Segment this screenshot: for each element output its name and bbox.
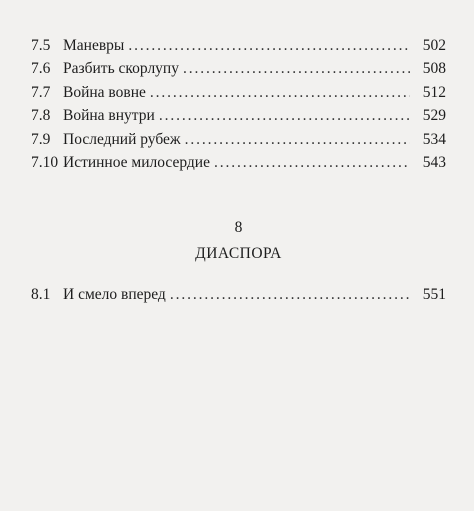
toc-entry bbox=[31, 81, 446, 104]
dot-leader bbox=[150, 81, 410, 104]
toc-entry-number: 8.1 bbox=[31, 286, 51, 304]
toc-entry-number: 7.6 bbox=[31, 60, 51, 78]
toc-entry-page: 529 bbox=[422, 107, 446, 125]
toc-entry bbox=[31, 104, 446, 127]
toc-entry-page: 512 bbox=[422, 83, 446, 101]
toc-entry-number: 7.10 bbox=[31, 153, 59, 171]
dot-leader bbox=[185, 128, 410, 151]
chapter-number: 8 bbox=[234, 219, 243, 237]
toc-entry-number: 7.5 bbox=[31, 37, 51, 54]
dot-leader bbox=[214, 151, 410, 174]
toc-entry-title: И смело вперед bbox=[63, 286, 166, 304]
toc-entry-number: 7.8 bbox=[31, 107, 51, 125]
toc-entry-title: Война внутри bbox=[63, 107, 155, 125]
toc-entry bbox=[31, 57, 446, 80]
toc-entry-page: 534 bbox=[422, 130, 446, 148]
toc-entry-number: 7.7 bbox=[31, 83, 51, 101]
dot-leader bbox=[183, 57, 410, 80]
dot-leader bbox=[128, 34, 410, 57]
toc-entry-title: Истинное милосердие bbox=[63, 153, 210, 171]
toc-section-chapter-7 bbox=[31, 34, 446, 174]
toc-entry-page: 508 bbox=[422, 60, 446, 78]
toc-entry-number: 7.9 bbox=[31, 130, 51, 148]
toc-entry-page: 551 bbox=[422, 286, 446, 304]
toc-entry bbox=[31, 128, 446, 151]
toc-entry-page: 543 bbox=[422, 153, 446, 171]
toc-entry bbox=[31, 151, 446, 174]
toc-section-chapter-8 bbox=[31, 283, 446, 306]
toc-entry bbox=[31, 34, 446, 57]
dot-leader bbox=[159, 104, 410, 127]
toc-entry-title: Последний рубеж bbox=[63, 130, 181, 148]
table-of-contents bbox=[31, 34, 446, 307]
chapter-title: ДИАСПОРА bbox=[195, 245, 282, 263]
toc-entry bbox=[31, 283, 446, 306]
toc-entry-title: Война вовне bbox=[63, 83, 146, 101]
toc-entry-title: Разбить скорлупу bbox=[63, 60, 179, 78]
chapter-heading bbox=[31, 218, 446, 264]
dot-leader bbox=[170, 283, 410, 306]
toc-entry-page: 502 bbox=[422, 37, 446, 54]
toc-entry-title: Маневры bbox=[63, 37, 125, 54]
